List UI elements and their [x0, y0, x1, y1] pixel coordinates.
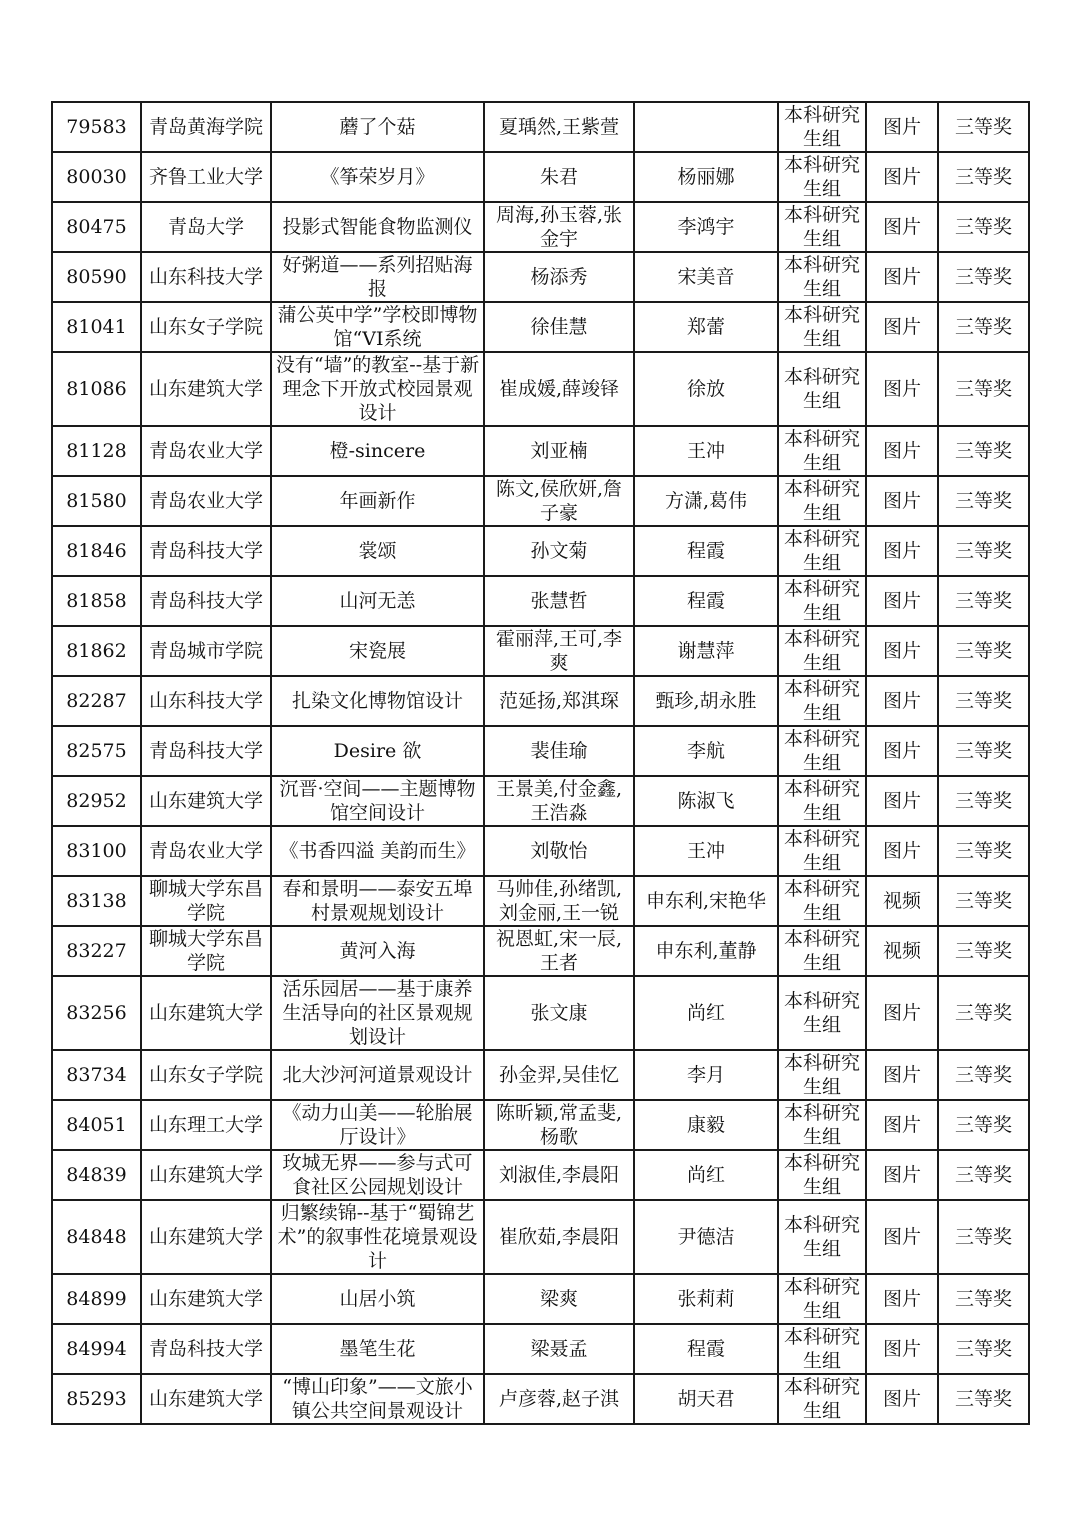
school-cell: 山东建筑大学 — [141, 1374, 271, 1424]
award-cell: 三等奖 — [938, 926, 1029, 976]
work-type-cell: 图片 — [866, 1200, 938, 1274]
authors-cell: 陈文,侯欣妍,詹子豪 — [484, 476, 634, 526]
work-title-cell: 《书香四溢 美韵而生》 — [271, 826, 484, 876]
entry-id-cell: 81086 — [52, 352, 141, 426]
table-row — [52, 1274, 1029, 1324]
school-cell: 青岛城市学院 — [141, 626, 271, 676]
work-type-cell: 图片 — [866, 1274, 938, 1324]
group-cell: 本科研究生组 — [778, 1374, 866, 1424]
group-cell: 本科研究生组 — [778, 1274, 866, 1324]
school-cell: 山东建筑大学 — [141, 352, 271, 426]
work-title-cell: 北大沙河河道景观设计 — [271, 1050, 484, 1100]
table-row — [52, 776, 1029, 826]
advisor-cell: 郑蕾 — [634, 302, 778, 352]
table-row — [52, 726, 1029, 776]
group-cell: 本科研究生组 — [778, 1150, 866, 1200]
advisor-cell: 尚红 — [634, 1150, 778, 1200]
entry-id-cell: 82952 — [52, 776, 141, 826]
authors-cell: 梁聂孟 — [484, 1324, 634, 1374]
work-title-cell: 投影式智能食物监测仪 — [271, 202, 484, 252]
school-cell: 青岛科技大学 — [141, 1324, 271, 1374]
work-type-cell: 图片 — [866, 676, 938, 726]
school-cell: 青岛科技大学 — [141, 576, 271, 626]
work-type-cell: 图片 — [866, 626, 938, 676]
group-cell: 本科研究生组 — [778, 152, 866, 202]
school-cell: 山东建筑大学 — [141, 776, 271, 826]
school-cell: 山东建筑大学 — [141, 1200, 271, 1274]
work-type-cell: 图片 — [866, 576, 938, 626]
work-type-cell: 图片 — [866, 826, 938, 876]
work-type-cell: 视频 — [866, 926, 938, 976]
group-cell: 本科研究生组 — [778, 926, 866, 976]
entry-id-cell: 83256 — [52, 976, 141, 1050]
work-title-cell: 扎染文化博物馆设计 — [271, 676, 484, 726]
group-cell: 本科研究生组 — [778, 476, 866, 526]
table-row — [52, 1050, 1029, 1100]
authors-cell: 徐佳慧 — [484, 302, 634, 352]
entry-id-cell: 80030 — [52, 152, 141, 202]
school-cell: 山东女子学院 — [141, 302, 271, 352]
school-cell: 青岛科技大学 — [141, 526, 271, 576]
advisor-cell: 王冲 — [634, 826, 778, 876]
advisor-cell: 张莉莉 — [634, 1274, 778, 1324]
entry-id-cell: 84899 — [52, 1274, 141, 1324]
authors-cell: 马帅佳,孙绪凯,刘金丽,王一锐 — [484, 876, 634, 926]
group-cell: 本科研究生组 — [778, 426, 866, 476]
work-title-cell: 年画新作 — [271, 476, 484, 526]
work-type-cell: 图片 — [866, 1324, 938, 1374]
work-type-cell: 图片 — [866, 302, 938, 352]
group-cell: 本科研究生组 — [778, 976, 866, 1050]
authors-cell: 崔成媛,薛竣铎 — [484, 352, 634, 426]
authors-cell: 王景美,付金鑫,王浩淼 — [484, 776, 634, 826]
group-cell: 本科研究生组 — [778, 102, 866, 152]
school-cell: 山东建筑大学 — [141, 1150, 271, 1200]
award-cell: 三等奖 — [938, 1324, 1029, 1374]
award-cell: 三等奖 — [938, 626, 1029, 676]
group-cell: 本科研究生组 — [778, 526, 866, 576]
entry-id-cell: 83227 — [52, 926, 141, 976]
advisor-cell: 杨丽娜 — [634, 152, 778, 202]
work-title-cell: 蒲公英中学”学校即博物馆“VI系统 — [271, 302, 484, 352]
authors-cell: 裴佳瑜 — [484, 726, 634, 776]
work-type-cell: 图片 — [866, 152, 938, 202]
award-cell: 三等奖 — [938, 1100, 1029, 1150]
work-type-cell: 图片 — [866, 1150, 938, 1200]
advisor-cell: 王冲 — [634, 426, 778, 476]
table-row — [52, 926, 1029, 976]
entry-id-cell: 81846 — [52, 526, 141, 576]
authors-cell: 崔欣茹,李晨阳 — [484, 1200, 634, 1274]
authors-cell: 祝恩虹,宋一辰,王者 — [484, 926, 634, 976]
group-cell: 本科研究生组 — [778, 876, 866, 926]
entry-id-cell: 83138 — [52, 876, 141, 926]
award-cell: 三等奖 — [938, 526, 1029, 576]
group-cell: 本科研究生组 — [778, 676, 866, 726]
authors-cell: 卢彦蓉,赵子淇 — [484, 1374, 634, 1424]
award-cell: 三等奖 — [938, 476, 1029, 526]
work-type-cell: 图片 — [866, 976, 938, 1050]
table-row — [52, 476, 1029, 526]
award-cell: 三等奖 — [938, 1150, 1029, 1200]
school-cell: 青岛农业大学 — [141, 476, 271, 526]
work-title-cell: Desire 欲 — [271, 726, 484, 776]
group-cell: 本科研究生组 — [778, 776, 866, 826]
work-title-cell: 墨笔生花 — [271, 1324, 484, 1374]
entry-id-cell: 84848 — [52, 1200, 141, 1274]
entry-id-cell: 85293 — [52, 1374, 141, 1424]
award-cell: 三等奖 — [938, 426, 1029, 476]
school-cell: 山东建筑大学 — [141, 976, 271, 1050]
work-title-cell: 山河无恙 — [271, 576, 484, 626]
authors-cell: 朱君 — [484, 152, 634, 202]
authors-cell: 梁爽 — [484, 1274, 634, 1324]
table-row — [52, 826, 1029, 876]
authors-cell: 周海,孙玉蓉,张金宇 — [484, 202, 634, 252]
authors-cell: 刘淑佳,李晨阳 — [484, 1150, 634, 1200]
entry-id-cell: 81128 — [52, 426, 141, 476]
authors-cell: 杨添秀 — [484, 252, 634, 302]
authors-cell: 范延扬,郑淇琛 — [484, 676, 634, 726]
school-cell: 青岛科技大学 — [141, 726, 271, 776]
award-cell: 三等奖 — [938, 102, 1029, 152]
table-row — [52, 1200, 1029, 1274]
work-title-cell: 玫城无界——参与式可食社区公园规划设计 — [271, 1150, 484, 1200]
school-cell: 青岛大学 — [141, 202, 271, 252]
entry-id-cell: 82287 — [52, 676, 141, 726]
entry-id-cell: 83100 — [52, 826, 141, 876]
work-type-cell: 图片 — [866, 1050, 938, 1100]
award-cell: 三等奖 — [938, 302, 1029, 352]
award-cell: 三等奖 — [938, 1050, 1029, 1100]
award-cell: 三等奖 — [938, 1274, 1029, 1324]
work-title-cell: 《筝荣岁月》 — [271, 152, 484, 202]
entry-id-cell: 81580 — [52, 476, 141, 526]
entry-id-cell: 81858 — [52, 576, 141, 626]
work-title-cell: 宋瓷展 — [271, 626, 484, 676]
table-body — [52, 102, 1029, 1424]
work-title-cell: 活乐园居——基于康养生活导向的社区景观规划设计 — [271, 976, 484, 1050]
advisor-cell: 李月 — [634, 1050, 778, 1100]
work-type-cell: 图片 — [866, 202, 938, 252]
entry-id-cell: 84839 — [52, 1150, 141, 1200]
authors-cell: 刘亚楠 — [484, 426, 634, 476]
work-type-cell: 图片 — [866, 252, 938, 302]
table-row — [52, 876, 1029, 926]
award-cell: 三等奖 — [938, 976, 1029, 1050]
work-type-cell: 图片 — [866, 1100, 938, 1150]
award-cell: 三等奖 — [938, 776, 1029, 826]
advisor-cell: 尹德洁 — [634, 1200, 778, 1274]
work-type-cell: 图片 — [866, 476, 938, 526]
advisor-cell: 申东利,董静 — [634, 926, 778, 976]
table-row — [52, 676, 1029, 726]
work-title-cell: 好粥道——系列招贴海报 — [271, 252, 484, 302]
advisor-cell: 程霞 — [634, 1324, 778, 1374]
school-cell: 齐鲁工业大学 — [141, 152, 271, 202]
entry-id-cell: 80475 — [52, 202, 141, 252]
authors-cell: 刘敬怡 — [484, 826, 634, 876]
work-type-cell: 图片 — [866, 776, 938, 826]
advisor-cell: 胡天君 — [634, 1374, 778, 1424]
work-type-cell: 图片 — [866, 352, 938, 426]
work-title-cell: 没有“墙”的教室--基于新理念下开放式校园景观设计 — [271, 352, 484, 426]
group-cell: 本科研究生组 — [778, 726, 866, 776]
authors-cell: 孙文菊 — [484, 526, 634, 576]
award-table — [51, 101, 1030, 1425]
award-cell: 三等奖 — [938, 576, 1029, 626]
authors-cell: 陈昕颖,常孟斐,杨歌 — [484, 1100, 634, 1150]
work-type-cell: 视频 — [866, 876, 938, 926]
group-cell: 本科研究生组 — [778, 202, 866, 252]
table-row — [52, 976, 1029, 1050]
entry-id-cell: 82575 — [52, 726, 141, 776]
school-cell: 山东建筑大学 — [141, 1274, 271, 1324]
advisor-cell — [634, 102, 778, 152]
work-title-cell: 归繁续锦--基于“蜀锦艺术”的叙事性花境景观设计 — [271, 1200, 484, 1274]
school-cell: 聊城大学东昌学院 — [141, 926, 271, 976]
table-row — [52, 576, 1029, 626]
table-row — [52, 1324, 1029, 1374]
award-cell: 三等奖 — [938, 1200, 1029, 1274]
group-cell: 本科研究生组 — [778, 1324, 866, 1374]
award-cell: 三等奖 — [938, 876, 1029, 926]
award-cell: 三等奖 — [938, 252, 1029, 302]
work-title-cell: 《动力山美——轮胎展厅设计》 — [271, 1100, 484, 1150]
advisor-cell: 尚红 — [634, 976, 778, 1050]
table-row — [52, 1100, 1029, 1150]
table-row — [52, 1374, 1029, 1424]
work-title-cell: 春和景明——泰安五埠村景观规划设计 — [271, 876, 484, 926]
authors-cell: 孙金羿,吴佳忆 — [484, 1050, 634, 1100]
group-cell: 本科研究生组 — [778, 1050, 866, 1100]
table-row — [52, 152, 1029, 202]
work-type-cell: 图片 — [866, 526, 938, 576]
entry-id-cell: 79583 — [52, 102, 141, 152]
group-cell: 本科研究生组 — [778, 576, 866, 626]
entry-id-cell: 81041 — [52, 302, 141, 352]
school-cell: 山东女子学院 — [141, 1050, 271, 1100]
award-cell: 三等奖 — [938, 676, 1029, 726]
work-title-cell: 黄河入海 — [271, 926, 484, 976]
work-type-cell: 图片 — [866, 426, 938, 476]
advisor-cell: 李航 — [634, 726, 778, 776]
school-cell: 青岛黄海学院 — [141, 102, 271, 152]
advisor-cell: 徐放 — [634, 352, 778, 426]
award-cell: 三等奖 — [938, 202, 1029, 252]
table-row — [52, 352, 1029, 426]
work-title-cell: 蘑了个菇 — [271, 102, 484, 152]
work-title-cell: 沉晋·空间——主题博物馆空间设计 — [271, 776, 484, 826]
school-cell: 山东科技大学 — [141, 676, 271, 726]
award-cell: 三等奖 — [938, 726, 1029, 776]
advisor-cell: 程霞 — [634, 526, 778, 576]
work-type-cell: 图片 — [866, 1374, 938, 1424]
advisor-cell: 李鸿宇 — [634, 202, 778, 252]
group-cell: 本科研究生组 — [778, 302, 866, 352]
work-title-cell: “博山印象”——文旅小镇公共空间景观设计 — [271, 1374, 484, 1424]
table-row — [52, 1150, 1029, 1200]
entry-id-cell: 84051 — [52, 1100, 141, 1150]
table-row — [52, 426, 1029, 476]
school-cell: 青岛农业大学 — [141, 826, 271, 876]
authors-cell: 霍丽萍,王可,李爽 — [484, 626, 634, 676]
work-title-cell: 裳颂 — [271, 526, 484, 576]
award-cell: 三等奖 — [938, 352, 1029, 426]
advisor-cell: 方潇,葛伟 — [634, 476, 778, 526]
authors-cell: 夏瑀然,王紫萱 — [484, 102, 634, 152]
table-row — [52, 302, 1029, 352]
group-cell: 本科研究生组 — [778, 252, 866, 302]
school-cell: 山东理工大学 — [141, 1100, 271, 1150]
table-row — [52, 102, 1029, 152]
table-row — [52, 202, 1029, 252]
group-cell: 本科研究生组 — [778, 1200, 866, 1274]
entry-id-cell: 83734 — [52, 1050, 141, 1100]
group-cell: 本科研究生组 — [778, 1100, 866, 1150]
advisor-cell: 陈淑飞 — [634, 776, 778, 826]
advisor-cell: 甄珍,胡永胜 — [634, 676, 778, 726]
work-type-cell: 图片 — [866, 102, 938, 152]
school-cell: 山东科技大学 — [141, 252, 271, 302]
entry-id-cell: 80590 — [52, 252, 141, 302]
award-cell: 三等奖 — [938, 826, 1029, 876]
entry-id-cell: 81862 — [52, 626, 141, 676]
authors-cell: 张文康 — [484, 976, 634, 1050]
work-type-cell: 图片 — [866, 726, 938, 776]
work-title-cell: 橙-sincere — [271, 426, 484, 476]
advisor-cell: 谢慧萍 — [634, 626, 778, 676]
advisor-cell: 康毅 — [634, 1100, 778, 1150]
table-row — [52, 526, 1029, 576]
advisor-cell: 申东利,宋艳华 — [634, 876, 778, 926]
award-cell: 三等奖 — [938, 152, 1029, 202]
school-cell: 青岛农业大学 — [141, 426, 271, 476]
table-row — [52, 252, 1029, 302]
table-row — [52, 626, 1029, 676]
group-cell: 本科研究生组 — [778, 826, 866, 876]
group-cell: 本科研究生组 — [778, 352, 866, 426]
entry-id-cell: 84994 — [52, 1324, 141, 1374]
school-cell: 聊城大学东昌学院 — [141, 876, 271, 926]
award-cell: 三等奖 — [938, 1374, 1029, 1424]
work-title-cell: 山居小筑 — [271, 1274, 484, 1324]
authors-cell: 张慧哲 — [484, 576, 634, 626]
advisor-cell: 程霞 — [634, 576, 778, 626]
advisor-cell: 宋美音 — [634, 252, 778, 302]
group-cell: 本科研究生组 — [778, 626, 866, 676]
